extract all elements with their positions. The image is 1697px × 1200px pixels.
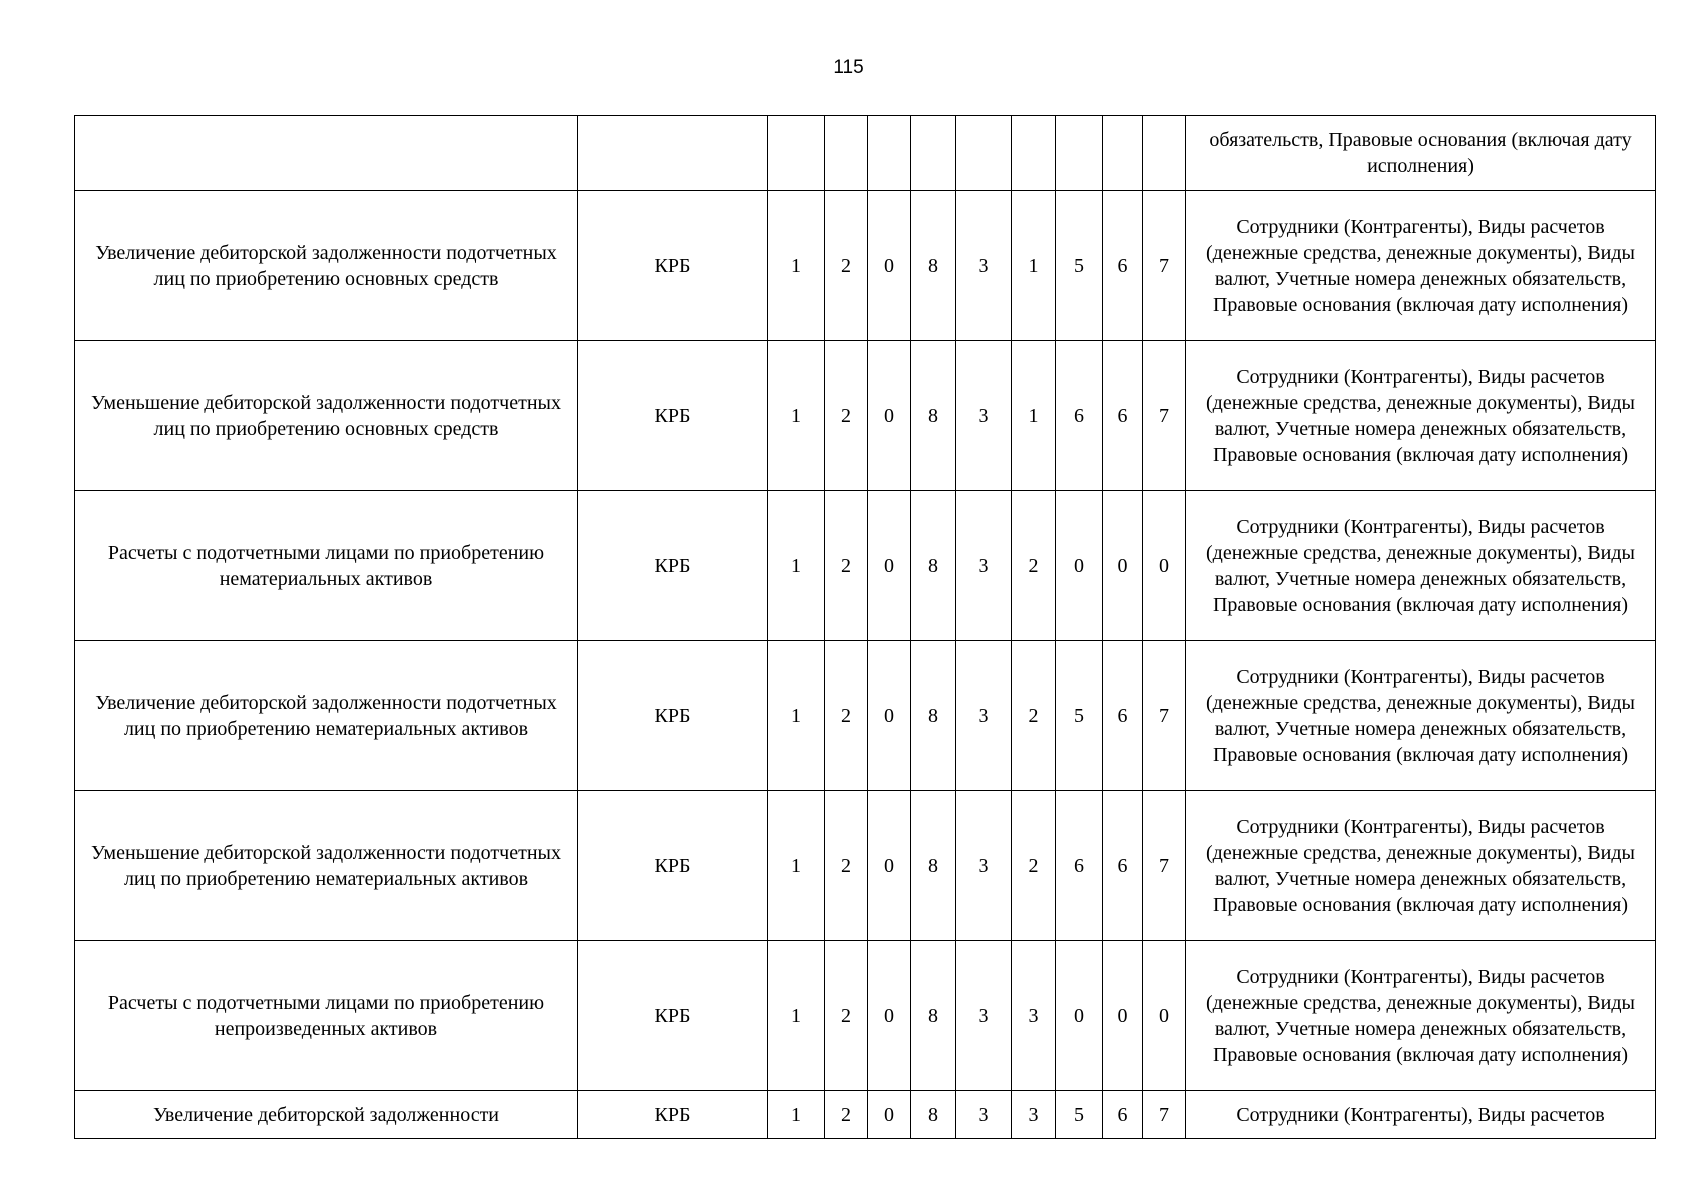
account-digit: 0: [1103, 941, 1143, 1091]
account-digit: 3: [956, 341, 1012, 491]
account-digit: 3: [1012, 941, 1056, 1091]
account-digit: [1056, 116, 1103, 191]
account-digit: 1: [1012, 191, 1056, 341]
account-code: КРБ: [578, 641, 768, 791]
account-digit: 1: [1012, 341, 1056, 491]
account-digit: 1: [768, 1091, 825, 1139]
account-digit: 8: [911, 341, 956, 491]
account-digit: [868, 116, 911, 191]
analytics-text: Сотрудники (Контрагенты), Виды расчетов (денежные средства, денежные документы), Виды валют, Учетные номера денежных обязательств, Правовые основания (включая дату исполнения): [1186, 791, 1656, 941]
analytics-text: Сотрудники (Контрагенты), Виды расчетов: [1186, 1091, 1656, 1139]
analytics-text: Сотрудники (Контрагенты), Виды расчетов (денежные средства, денежные документы), Виды валют, Учетные номера денежных обязательств, Правовые основания (включая дату исполнения): [1186, 341, 1656, 491]
account-name: Уменьшение дебиторской задолженности подотчетных лиц по приобретению основных средств: [75, 341, 578, 491]
account-digit: 2: [825, 191, 868, 341]
account-digit: 3: [956, 791, 1012, 941]
account-digit: [911, 116, 956, 191]
account-digit: 3: [1012, 1091, 1056, 1139]
account-digit: 7: [1143, 191, 1186, 341]
account-digit: 2: [825, 641, 868, 791]
account-name: Расчеты с подотчетными лицами по приобретению непроизведенных активов: [75, 941, 578, 1091]
table-row: [75, 491, 1656, 641]
account-digit: 1: [768, 191, 825, 341]
account-digit: 3: [956, 641, 1012, 791]
account-digit: 5: [1056, 191, 1103, 341]
table-row: [75, 641, 1656, 791]
account-digit: 5: [1056, 1091, 1103, 1139]
account-digit: 1: [768, 791, 825, 941]
account-digit: 2: [825, 341, 868, 491]
account-digit: 0: [868, 1091, 911, 1139]
account-code: КРБ: [578, 941, 768, 1091]
account-digit: 1: [768, 491, 825, 641]
account-digit: 3: [956, 491, 1012, 641]
analytics-text: Сотрудники (Контрагенты), Виды расчетов (денежные средства, денежные документы), Виды валют, Учетные номера денежных обязательств, Правовые основания (включая дату исполнения): [1186, 491, 1656, 641]
account-digit: 0: [1143, 941, 1186, 1091]
account-code: [578, 116, 768, 191]
account-digit: 1: [768, 941, 825, 1091]
account-digit: 2: [1012, 491, 1056, 641]
account-digit: 2: [825, 791, 868, 941]
table-row: [75, 1091, 1656, 1139]
account-digit: 8: [911, 491, 956, 641]
account-code: КРБ: [578, 791, 768, 941]
account-digit: 2: [825, 491, 868, 641]
account-digit: 5: [1056, 641, 1103, 791]
account-code: КРБ: [578, 191, 768, 341]
account-digit: 0: [1056, 491, 1103, 641]
account-code: КРБ: [578, 1091, 768, 1139]
account-digit: 8: [911, 791, 956, 941]
account-digit: 6: [1103, 191, 1143, 341]
account-digit: 7: [1143, 791, 1186, 941]
account-digit: 0: [868, 791, 911, 941]
account-digit: 7: [1143, 641, 1186, 791]
account-digit: 7: [1143, 341, 1186, 491]
account-digit: 1: [768, 341, 825, 491]
account-digit: 0: [1056, 941, 1103, 1091]
account-digit: 7: [1143, 1091, 1186, 1139]
account-digit: 3: [956, 941, 1012, 1091]
account-name: Увеличение дебиторской задолженности: [75, 1091, 578, 1139]
account-digit: [1103, 116, 1143, 191]
account-name: Уменьшение дебиторской задолженности подотчетных лиц по приобретению нематериальных активов: [75, 791, 578, 941]
account-digit: 2: [1012, 791, 1056, 941]
account-digit: 8: [911, 1091, 956, 1139]
account-digit: 8: [911, 191, 956, 341]
account-digit: 0: [868, 191, 911, 341]
accounts-table: [74, 115, 1656, 1139]
account-digit: 6: [1103, 791, 1143, 941]
page-number: 115: [833, 57, 864, 78]
account-digit: 2: [825, 1091, 868, 1139]
account-digit: 8: [911, 941, 956, 1091]
account-digit: 2: [1012, 641, 1056, 791]
account-digit: [1012, 116, 1056, 191]
table-row: [75, 341, 1656, 491]
analytics-text: Сотрудники (Контрагенты), Виды расчетов (денежные средства, денежные документы), Виды валют, Учетные номера денежных обязательств, Правовые основания (включая дату исполнения): [1186, 191, 1656, 341]
table-row: [75, 116, 1656, 191]
account-code: КРБ: [578, 491, 768, 641]
account-name: [75, 116, 578, 191]
account-digit: 0: [868, 641, 911, 791]
table-row: [75, 941, 1656, 1091]
table-row: [75, 191, 1656, 341]
analytics-text: Сотрудники (Контрагенты), Виды расчетов (денежные средства, денежные документы), Виды валют, Учетные номера денежных обязательств, Правовые основания (включая дату исполнения): [1186, 641, 1656, 791]
analytics-text: обязательств, Правовые основания (включая дату исполнения): [1186, 116, 1656, 191]
account-digit: [768, 116, 825, 191]
account-digit: 6: [1103, 641, 1143, 791]
account-digit: 6: [1056, 791, 1103, 941]
account-digit: [1143, 116, 1186, 191]
account-digit: 1: [768, 641, 825, 791]
account-digit: 0: [868, 491, 911, 641]
table-row: [75, 791, 1656, 941]
account-digit: 2: [825, 941, 868, 1091]
account-digit: 0: [868, 941, 911, 1091]
account-digit: 0: [868, 341, 911, 491]
account-digit: 6: [1103, 1091, 1143, 1139]
analytics-text: Сотрудники (Контрагенты), Виды расчетов (денежные средства, денежные документы), Виды валют, Учетные номера денежных обязательств, Правовые основания (включая дату исполнения): [1186, 941, 1656, 1091]
account-digit: 0: [1103, 491, 1143, 641]
account-digit: [956, 116, 1012, 191]
account-digit: 3: [956, 1091, 1012, 1139]
account-name: Увеличение дебиторской задолженности подотчетных лиц по приобретению основных средств: [75, 191, 578, 341]
account-digit: 3: [956, 191, 1012, 341]
account-digit: 6: [1103, 341, 1143, 491]
account-name: Увеличение дебиторской задолженности подотчетных лиц по приобретению нематериальных активов: [75, 641, 578, 791]
account-code: КРБ: [578, 341, 768, 491]
account-digit: 6: [1056, 341, 1103, 491]
account-digit: [825, 116, 868, 191]
account-digit: 0: [1143, 491, 1186, 641]
account-name: Расчеты с подотчетными лицами по приобретению нематериальных активов: [75, 491, 578, 641]
account-digit: 8: [911, 641, 956, 791]
